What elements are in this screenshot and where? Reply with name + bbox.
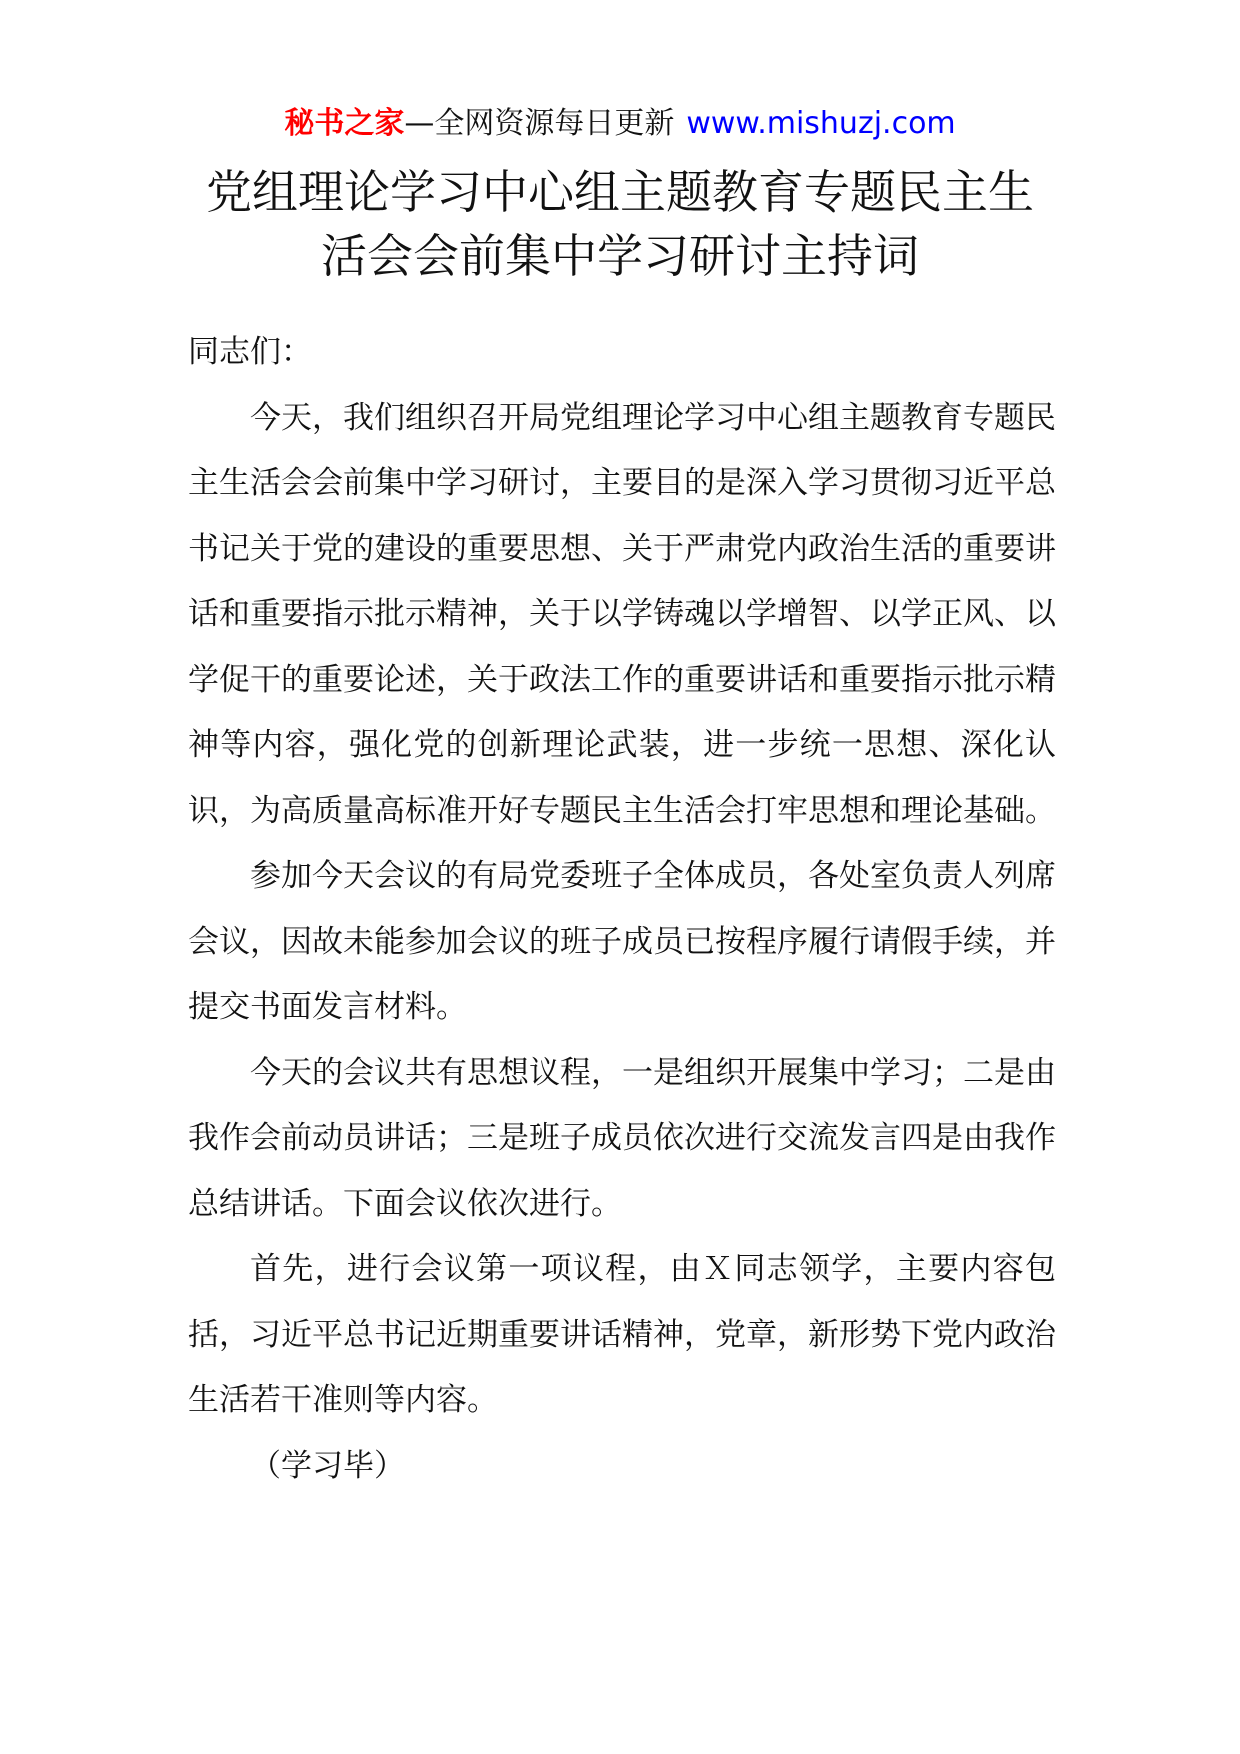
salutation: 同志们：: [188, 334, 312, 370]
paragraph-purpose: 今天，我们组织召开局党组理论学习中心组主题教育专题民主生活会会前集中学习研讨，主要目的是深入学习贯彻习近平总书记关于党的建设的重要思想、关于严肃党内政治生活的重要讲话和重要指示批示精神，关于以学铸魂以学增智、以学正风、以学促干的重要论述，关于政法工作的重要讲话和重要指示批示精神等内容，强化党的创新理论武装，进一步统一思想、深化认识，为高质量高标准开好专题民主生活会打牢思想和理论基础。: [188, 399, 1056, 829]
document-body: [188, 320, 1056, 1499]
document-title-line-1: 党组理论学习中心组主题教育专题民主生: [206, 165, 1034, 219]
document-title-line-2: 活会会前集中学习研讨主持词: [321, 229, 919, 283]
header-tagline: —全网资源每日更新: [404, 106, 675, 141]
brand-name: 秘书之家: [284, 106, 405, 141]
paragraph-study-end: （学习毕）: [250, 1447, 405, 1484]
paragraph-agenda: 今天的会议共有思想议程，一是组织开展集中学习；二是由我作会前动员讲话；三是班子成员依次进行交流发言四是由我作总结讲话。下面会议依次进行。: [188, 1054, 1056, 1222]
site-header: [0, 104, 1240, 144]
paragraph-first-item: 首先，进行会议第一项议程，由Ｘ同志领学，主要内容包括，习近平总书记近期重要讲话精神，党章，新形势下党内政治生活若干准则等内容。: [188, 1251, 1056, 1418]
header-url-link[interactable]: www.mishuzj.com: [686, 106, 956, 141]
paragraph-attendees: 参加今天会议的有局党委班子全体成员，各处室负责人列席会议，因故未能参加会议的班子成员已按程序履行请假手续，并提交书面发言材料。: [188, 858, 1056, 1025]
document-title: [120, 160, 1120, 288]
